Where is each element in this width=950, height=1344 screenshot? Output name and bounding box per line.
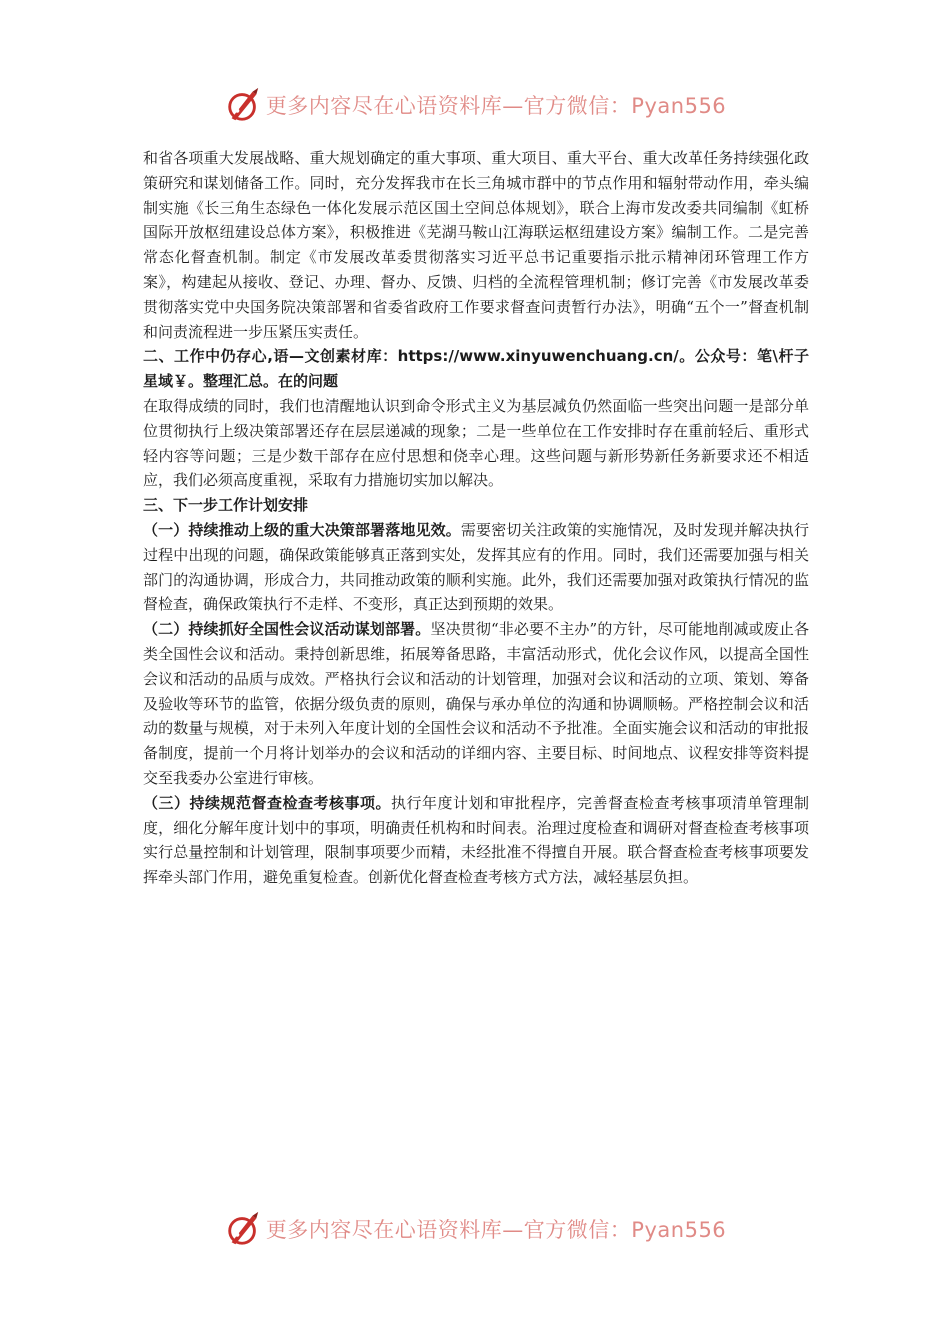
plan-item-1-body: 需要密切关注政策的实施情况，及时发现并解决执行过程中出现的问题，确保政策能够真正落到实处，发挥其应有的作用。同时，我们还需要加强与相关部门的沟通协调，形成合力，共同推动政策的顺利实施。此外，我们还需要加强对政策执行情况的监督检查，确保政策执行不走样、不变形，真正达到预期的效果。 xyxy=(143,520,809,614)
pen-logo-icon xyxy=(224,1210,262,1248)
plan-item-1-lead: （一）持续推动上级的重大决策部署落地见效。 xyxy=(143,520,461,539)
plan-item-3 xyxy=(143,791,809,890)
watermark-text: 更多内容尽在心语资料库—官方微信：Pyan556 xyxy=(265,1218,727,1242)
footer-watermark xyxy=(0,1208,950,1250)
plan-item-2 xyxy=(143,617,809,791)
plan-item-3-body: 执行年度计划和审批程序，完善督查检查考核事项清单管理制度，细化分解年度计划中的事项，明确责任机构和时间表。治理过度检查和调研对督查检查考核事项实行总量控制和计划管理，限制事项要少而精，未经批准不得擅自开展。联合督查检查考核事项要发挥牵头部门作用，避免重复检查。创新优化督查检查考核方式方法，减轻基层负担。 xyxy=(143,793,809,887)
section-3-heading: 三、下一步工作计划安排 xyxy=(143,496,309,515)
document-body xyxy=(143,146,809,890)
plan-item-3-lead: （三）持续规范督查检查考核事项。 xyxy=(143,793,391,812)
section-2-heading: 二、工作中仍存心,语—文创素材库：https://www.xinyuwenchuang.cn/。公众号：笔\杆子星域￥。整理汇总。在的问题 xyxy=(143,347,809,391)
pen-logo-icon xyxy=(224,86,262,124)
intro-paragraph: 和省各项重大发展战略、重大规划确定的重大事项、重大项目、重大平台、重大改革任务持续强化政策研究和谋划储备工作。同时，充分发挥我市在长三角城市群中的节点作用和辐射带动作用，牵头编制实施《长三角生态绿色一体化发展示范区国土空间总体规划》，联合上海市发改委共同编制《虹桥国际开放枢纽建设总体方案》，积极推进《芜湖马鞍山江海联运枢纽建设方案》编制工作。二是完善常态化督查机制。制定《市发展改革委贯彻落实习近平总书记重要指示批示精神闭环管理工作方案》，构建起从接收、登记、办理、督办、反馈、归档的全流程管理机制；修订完善《市发展改革委贯彻落实党中央国务院决策部署和省委省政府工作要求督查问责暂行办法》，明确“五个一”督查机制和问责流程进一步压紧压实责任。 xyxy=(143,149,809,341)
plan-item-2-body: 坚决贯彻“非必要不主办”的方针，尽可能地削减或废止各类全国性会议和活动。秉持创新思维，拓展筹备思路，丰富活动形式，优化会议作风，以提高全国性会议和活动的品质与成效。严格执行会议和活动的计划管理，加强对会议和活动的立项、策划、筹备及验收等环节的监管，依据分级负责的原则，确保与承办单位的沟通和协调顺畅。严格控制会议和活动的数量与规模，对于未列入年度计划的全国性会议和活动不予批准。全面实施会议和活动的审批报备制度，提前一个月将计划举办的会议和活动的详细内容、主要目标、时间地点、议程安排等资料提交至我委办公室进行审核。 xyxy=(143,620,809,787)
header-watermark xyxy=(0,84,950,126)
plan-item-1 xyxy=(143,518,809,617)
section-2-body: 在取得成绩的同时，我们也清醒地认识到命令形式主义为基层减负仍然面临一些突出问题一是部分单位贯彻执行上级决策部署还存在层层递减的现象；二是一些单位在工作安排时存在重前轻后、重形式轻内容等问题；三是少数干部存在应付思想和侥幸心理。这些问题与新形势新任务新要求还不相适应，我们必须高度重视，采取有力措施切实加以解决。 xyxy=(143,396,809,490)
watermark-text: 更多内容尽在心语资料库—官方微信：Pyan556 xyxy=(265,94,727,118)
plan-item-2-lead: （二）持续抓好全国性会议活动谋划部署。 xyxy=(143,620,431,639)
